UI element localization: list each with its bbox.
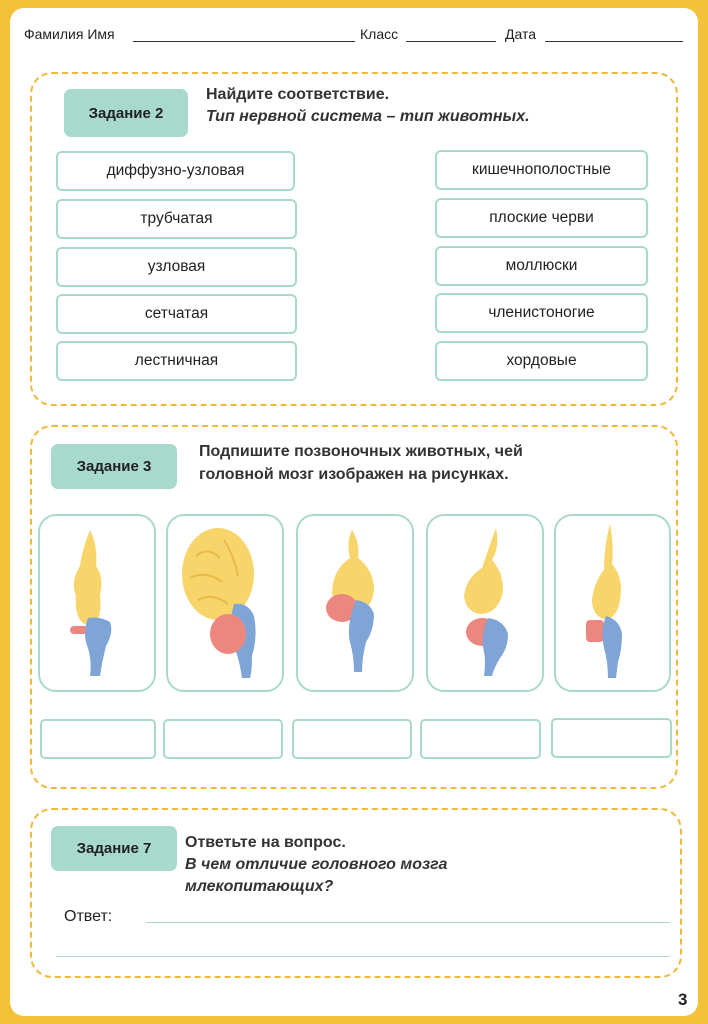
left-option[interactable]: диффузно-узловая	[56, 151, 295, 191]
brain-card-3	[296, 514, 414, 692]
task7-title: Ответьте на вопрос.	[185, 834, 346, 851]
right-option[interactable]: плоские черви	[435, 198, 648, 238]
class-field[interactable]	[406, 41, 496, 42]
task7-question-line2: млекопитающих?	[185, 878, 334, 895]
brain-answer-field-1[interactable]	[40, 719, 156, 759]
answer-line-2[interactable]	[56, 956, 670, 957]
brain-reptile-icon	[428, 516, 542, 690]
brain-fish-icon	[40, 516, 154, 690]
class-label: Класс	[360, 26, 399, 42]
brain-card-4	[426, 514, 544, 692]
brain-bird-icon	[298, 516, 412, 690]
left-option[interactable]: трубчатая	[56, 199, 297, 239]
brain-answer-field-2[interactable]	[163, 719, 283, 759]
brain-mammal-icon	[168, 516, 282, 690]
left-option[interactable]: узловая	[56, 247, 297, 287]
right-option[interactable]: хордовые	[435, 341, 648, 381]
right-option[interactable]: членистоногие	[435, 293, 648, 333]
left-option[interactable]: сетчатая	[56, 294, 297, 334]
brain-card-2	[166, 514, 284, 692]
name-field[interactable]	[133, 41, 355, 42]
brain-answer-field-3[interactable]	[292, 719, 412, 759]
brain-amphibian-icon	[556, 516, 669, 690]
brain-card-1	[38, 514, 156, 692]
right-option[interactable]: кишечнополостные	[435, 150, 648, 190]
left-option[interactable]: лестничная	[56, 341, 297, 381]
brain-answer-field-5[interactable]	[551, 718, 672, 758]
task3-badge: Задание 3	[51, 444, 177, 489]
task3-title-line1: Подпишите позвоночных животных, чей	[199, 443, 523, 460]
date-label: Дата	[505, 26, 537, 42]
task2-badge: Задание 2	[64, 89, 188, 137]
task7-badge: Задание 7	[51, 826, 177, 871]
answer-label: Ответ:	[64, 908, 113, 925]
answer-line-1[interactable]	[146, 922, 670, 923]
brain-card-5	[554, 514, 671, 692]
name-label: Фамилия Имя	[24, 26, 115, 42]
brain-answer-field-4[interactable]	[420, 719, 541, 759]
date-field[interactable]	[545, 41, 683, 42]
task2-title: Найдите соответствие.	[206, 86, 390, 103]
page-number: 3	[678, 990, 688, 1009]
task7-question-line1: В чем отличие головного мозга	[185, 856, 448, 873]
task3-title-line2: головной мозг изображен на рисунках.	[199, 466, 509, 483]
task2-subtitle: Тип нервной система – тип животных.	[206, 108, 530, 125]
right-option[interactable]: моллюски	[435, 246, 648, 286]
